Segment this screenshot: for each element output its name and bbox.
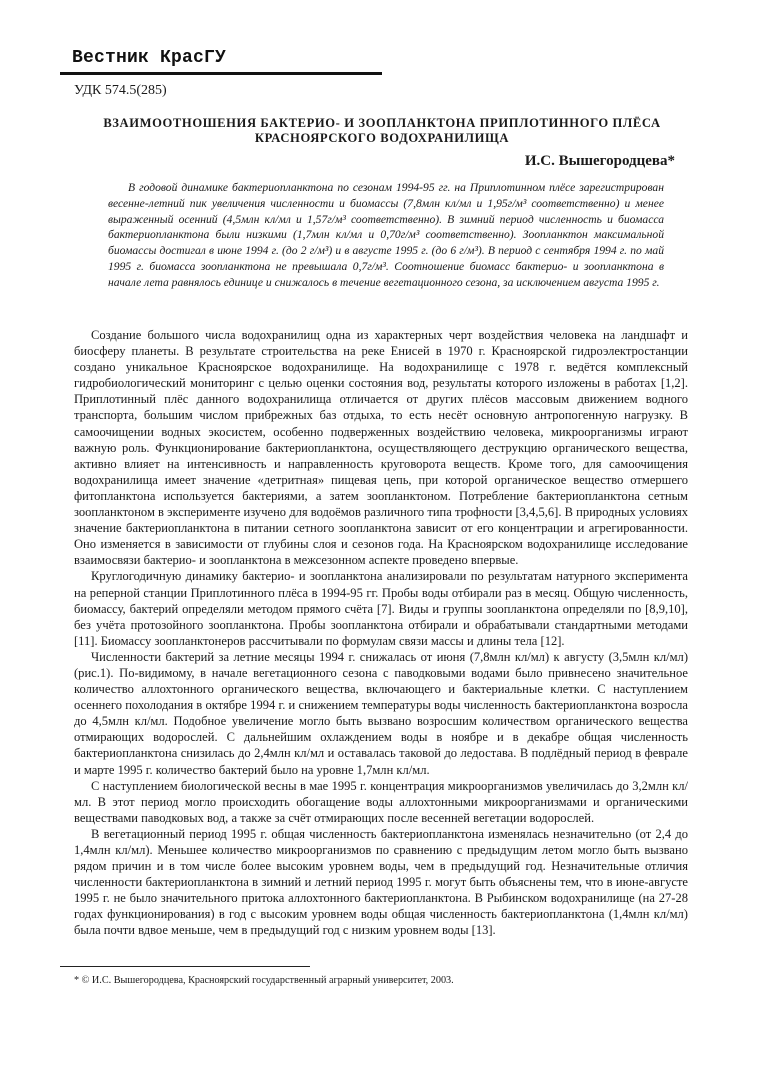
author-name: И.С. Вышегородцева*	[524, 153, 675, 169]
body-paragraph: В вегетационный период 1995 г. общая численность бактериопланктона изменялась незначительно (от 2,4 до 1,4млн кл/мл). Меньшее количество микроорганизмов по сравнению с предыдущим летом могло быть вызвано рядом причин и в том числе более высоким уровнем воды, чем в предыдущий год. Незначительные отличия численности бактериопланктона в зимний и летний период 1995 г. могут быть объяснены тем, что в июне-августе 1995 г. не было значительного притока аллохтонного бактериопланктона. В Рыбинском водохранилище (на 27-28 годах функционирования) в год с высоким уровнем воды общая численность бактериопланктона (1,4млн кл/мл) была почти вдвое меньше, чем в предыдущий год с низким уровнем воды [13].	[74, 826, 688, 938]
footnote-rule	[60, 966, 310, 967]
abstract: В годовой динамике бактериопланктона по сезонам 1994-95 гг. на Приплотинном плёсе зарегистрирован весенне-летний пик увеличения численности и биомассы (7,8млн кл/мл и 1,95г/м³ соответственно) и менее выраженный осенний (4,5млн кл/мл и 1,57г/м³ соответственно). В зимний период численность и биомасса бактериопланктона были низкими (1,7млн кл/мл и 0,70г/м³ соответственно). Зоопланктон максимальной биомассы достигал в июне 1994 г. (до 2 г/м³) и в августе 1995 г. (до 6 г/м³). В период с сентября 1994 г. по май 1995 г. биомасса зоопланктона не превышала 0,7г/м³. Соотношение биомасс бактерио- и зоопланктона в начале лета равнялось единице и снижалось в течение вегетационного сезона, за исключением августа 1995 г.	[108, 181, 664, 289]
body-paragraph: Численности бактерий за летние месяцы 1994 г. снижалась от июня (7,8млн кл/мл) к августу (3,5млн кл/мл) (рис.1). По-видимому, в начале вегетационного сезона с паводковыми водами было привнесено значительное количество аллохтонного органического вещества, включающего и бактериальные клетки. С наступлением осеннего похолодания в октябре 1994 г. и снижением температуры воды численность бактериопланктона возросла до 4,5млн кл/мл. Подобное увеличение могло быть вызвано возросшим количеством органического вещества отмирающих водорослей. С дальнейшим охлаждением воды в ноябре и в декабре общая численность бактериопланктона снизилась до 2,4млн кл/мл и оставалась таковой до ледостава. В подлёдный период в феврале и марте 1995 г. количество бактерий было на уровне 1,7млн кл/мл.	[74, 649, 688, 777]
footnote: * © И.С. Вышегородцева, Красноярский государственный аграрный университет, 2003.	[74, 975, 454, 986]
body-paragraph: Круглогодичную динамику бактерио- и зоопланктона анализировали по результатам натурного эксперимента на реперной станции Приплотинного плёса в 1994-95 гг. Пробы воды отбирали раз в месяц. Общую численность, биомассу, бактерий определяли методом прямого счёта [7]. Виды и группы зоопланктона определяли по [8,9,10], без учёта протозойного зоопланктона. Пробы зоопланктона отбирали и обрабатывали стандартными методами [11]. Биомассу зоопланктонеров рассчитывали по формулам связи массы и длины тела [12].	[74, 569, 688, 648]
journal-name: Вестник КрасГУ	[72, 48, 227, 68]
header-rule	[60, 72, 382, 75]
udc-code: УДК 574.5(285)	[74, 83, 167, 98]
article-body	[74, 327, 688, 939]
body-paragraph: С наступлением биологической весны в мае 1995 г. концентрация микроорганизмов увеличилась до 3,2млн кл/мл. В этот период могло происходить обогащение воды аллохтонными микроорганизмами и органическими веществами паводковых вод, а также за счёт отмирающих после весенней вегетации водорослей.	[74, 778, 688, 825]
article-title: ВЗАИМООТНОШЕНИЯ БАКТЕРИО- И ЗООПЛАНКТОНА ПРИПЛОТИННОГО ПЛЁСА КРАСНОЯРСКОГО ВОДОХРАНИЛИЩА	[103, 116, 661, 145]
body-paragraph: Создание большого числа водохранилищ одна из характерных черт воздействия человека на ландшафт и биосферу планеты. В результате строительства на реке Енисей в 1970 г. Красноярской гидроэлектростанции создано уникальное Красноярское водохранилище. На водохранилище с 1978 г. ведётся комплексный гидробиологический мониторинг с целью оценки состояния вод, результаты которого изложены в работах [1,2]. Приплотинный плёс данного водохранилища отличается от других плёсов массовым движением водного транспорта, большим числом прибрежных баз отдыха, то есть несёт основную антропогенную нагрузку. В самоочищении водных экосистем, особенно подверженных воздействию человека, микроорганизмы играют важную роль. Функционирование бактериопланктона, осуществляющего деструкцию органического вещества, активно влияет на интенсивность и направленность круговорота веществ. Кроме того, для самоочищения водохранилища имеет значение «детритная» пищевая цепь, при которой органическое вещество отмершего фитопланктона используется бактериями, а затем зоопланктоном. Потребление бактериопланктона сетным зоопланктоном в эксперименте изучено для водоёмов различного типа трофности [3,4,5,6]. В природных условиях значение бактериопланктона в питании сетного зоопланктона зависит от его концентрации и агрегированности. Оно изменяется в зависимости от глубины слоя и сезонов года. На Красноярском водохранилище исследование взаимосвязи бактерио- и зоопланктона в межсезонном аспекте проведено впервые.	[74, 328, 688, 568]
